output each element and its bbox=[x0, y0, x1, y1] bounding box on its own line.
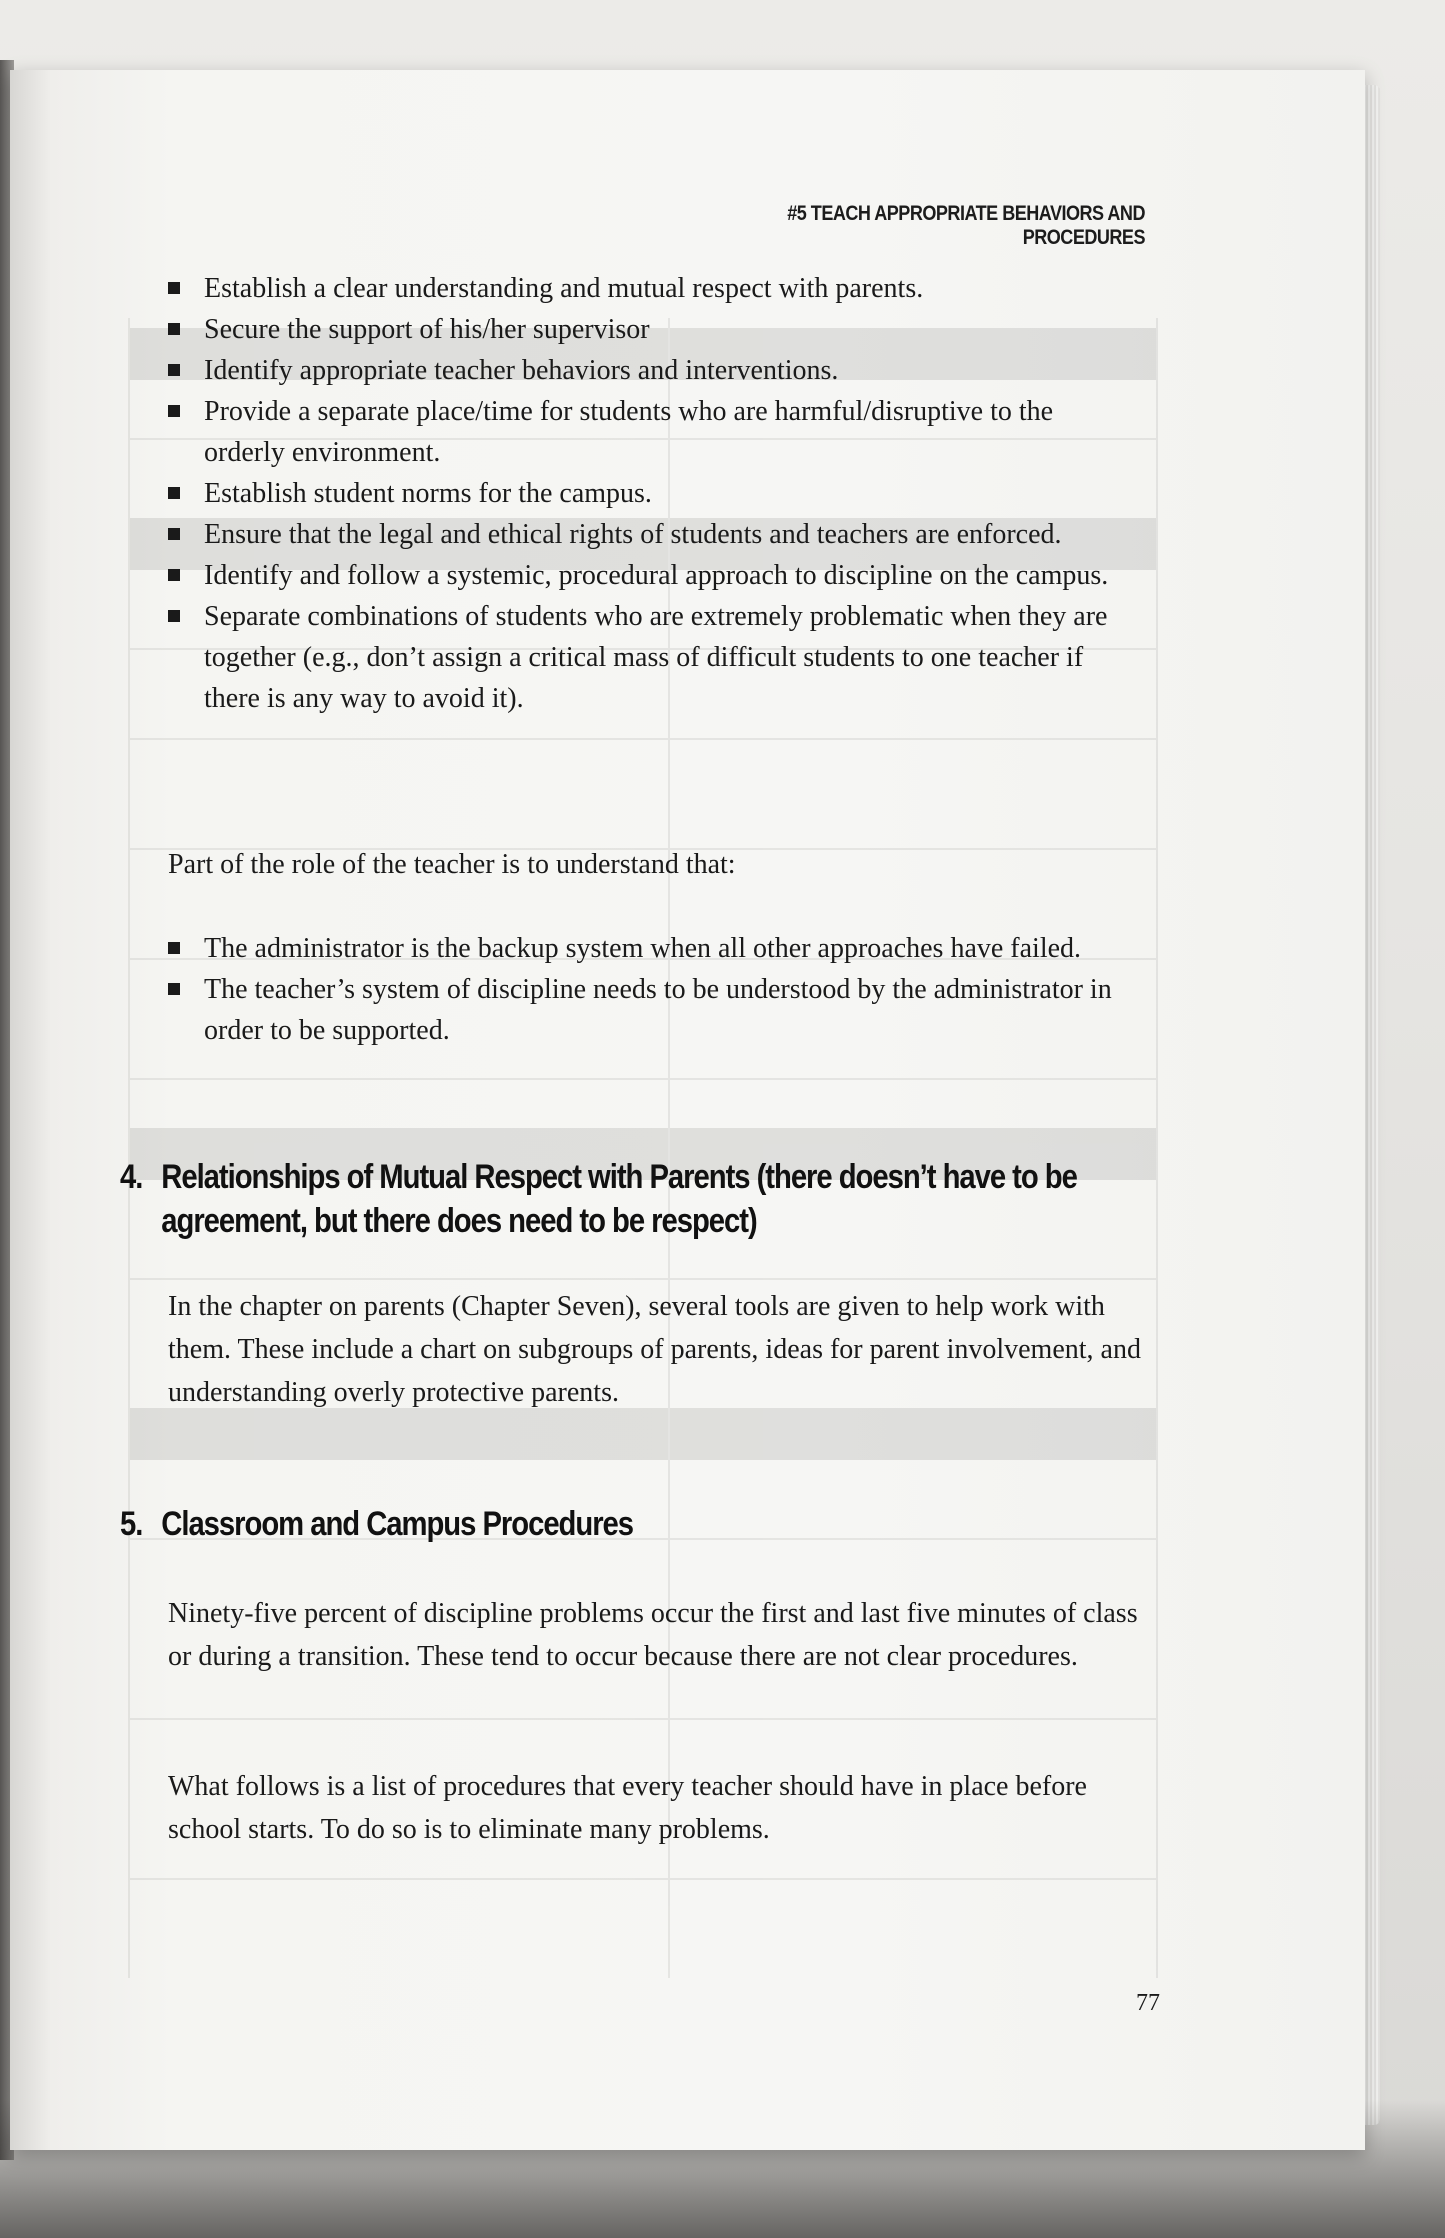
section-4-heading bbox=[120, 1155, 1118, 1243]
list-item-text: Separate combinations of students who are extremely problematic when they are together (e.g., don’t assign a critical mass of difficult students to one teacher if there is any way to avoid it). bbox=[204, 601, 1108, 714]
square-bullet-icon bbox=[168, 282, 180, 294]
square-bullet-icon bbox=[168, 487, 180, 499]
list-item bbox=[168, 928, 1128, 969]
square-bullet-icon bbox=[168, 983, 180, 995]
section-5-body-2: What follows is a list of procedures that every teacher should have in place before school starts. To do so is to eliminate many problems. bbox=[168, 1771, 1087, 1845]
square-bullet-icon bbox=[168, 569, 180, 581]
list-item-text: Provide a separate place/time for students who are harmful/disruptive to the orderly environment. bbox=[204, 396, 1054, 468]
square-bullet-icon bbox=[168, 528, 180, 540]
square-bullet-icon bbox=[168, 942, 180, 954]
section-5-heading bbox=[120, 1502, 989, 1546]
section-4-body: In the chapter on parents (Chapter Seven), several tools are given to help work with them. These include a chart on subgroups of parents, ideas for parent involvement, and understanding overly protective parents. bbox=[168, 1291, 1141, 1408]
list-item-text: Secure the support of his/her supervisor bbox=[204, 314, 650, 345]
bullet-list-role bbox=[168, 928, 1128, 1051]
list-item bbox=[168, 473, 1128, 514]
square-bullet-icon bbox=[168, 364, 180, 376]
section-number: 4. bbox=[120, 1158, 143, 1196]
section-title: Classroom and Campus Procedures bbox=[161, 1505, 634, 1543]
running-head: #5 TEACH APPROPRIATE BEHAVIORS AND PROCEDURES bbox=[787, 202, 1145, 249]
list-item bbox=[168, 391, 1128, 473]
section-number: 5. bbox=[120, 1505, 143, 1543]
list-item bbox=[168, 309, 1128, 350]
list-item bbox=[168, 596, 1128, 719]
list-item bbox=[168, 350, 1128, 391]
square-bullet-icon bbox=[168, 610, 180, 622]
list-item-text: Establish student norms for the campus. bbox=[204, 478, 652, 509]
section-title-line-1: Relationships of Mutual Respect with Parents (there doesn’t have to be bbox=[161, 1158, 1077, 1196]
section-5-body-1: Ninety-five percent of discipline problems occur the first and last five minutes of class or during a transition. These tend to occur because there are not clear procedures. bbox=[168, 1598, 1138, 1672]
list-item bbox=[168, 969, 1128, 1051]
square-bullet-icon bbox=[168, 323, 180, 335]
list-item-text: The teacher’s system of discipline needs to be understood by the administrator in order to be supported. bbox=[204, 974, 1112, 1046]
square-bullet-icon bbox=[168, 405, 180, 417]
list-item bbox=[168, 555, 1128, 596]
role-intro-paragraph: Part of the role of the teacher is to understand that: bbox=[168, 849, 736, 880]
list-item-text: Establish a clear understanding and mutual respect with parents. bbox=[204, 273, 924, 304]
list-item-text: Ensure that the legal and ethical rights of students and teachers are enforced. bbox=[204, 519, 1062, 550]
list-item bbox=[168, 268, 1128, 309]
bullet-list-goals bbox=[168, 268, 1128, 719]
list-item-text: The administrator is the backup system when all other approaches have failed. bbox=[204, 933, 1082, 964]
list-item bbox=[168, 514, 1128, 555]
list-item-text: Identify and follow a systemic, procedural approach to discipline on the campus. bbox=[204, 560, 1109, 591]
page-number: 77 bbox=[1136, 1990, 1160, 2016]
section-title-line-2: agreement, but there does need to be respect) bbox=[161, 1202, 757, 1240]
list-item-text: Identify appropriate teacher behaviors and interventions. bbox=[204, 355, 839, 386]
